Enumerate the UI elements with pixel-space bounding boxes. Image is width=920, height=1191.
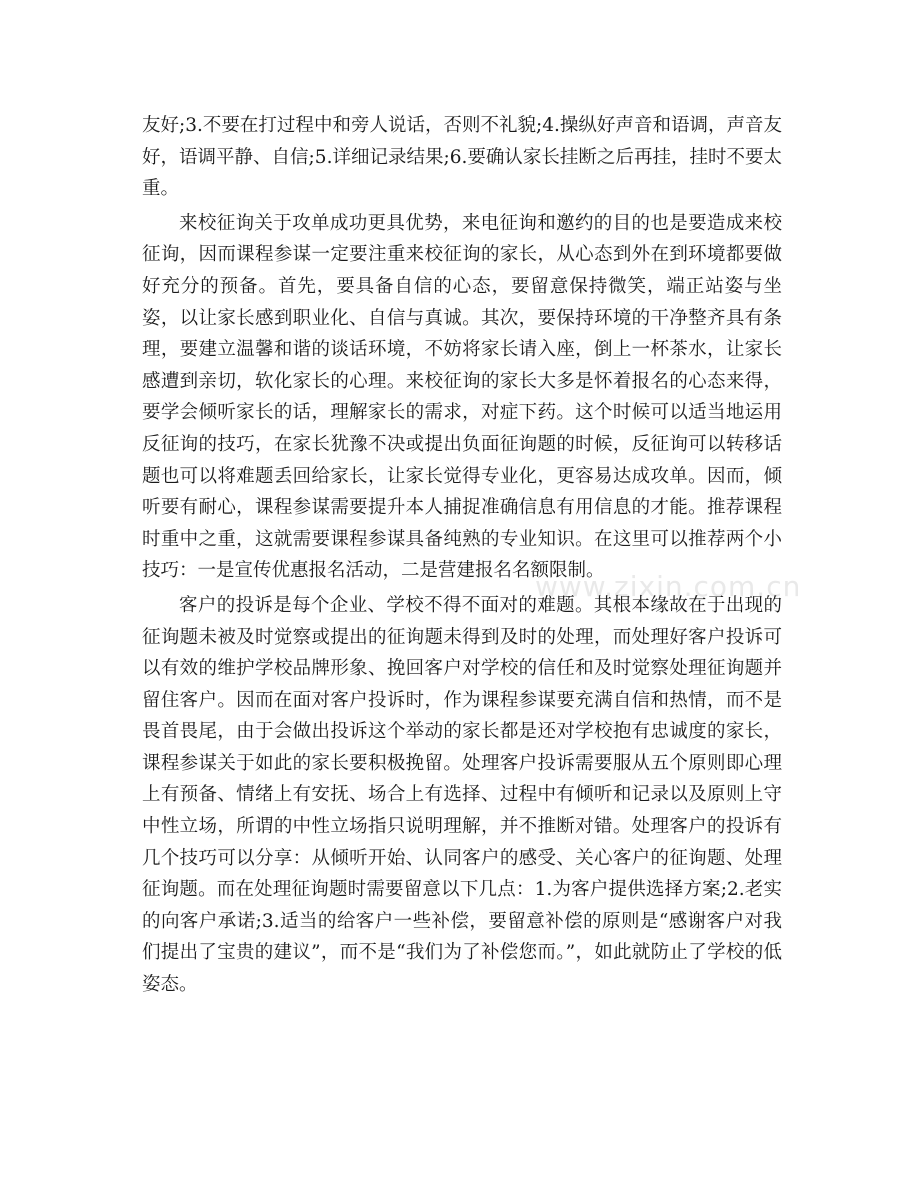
paragraph-continuation: 友好;3.不要在打过程中和旁人说话，否则不礼貌;4.操纵好声音和语调，声音友好，语调平静、自信;5.详细记录结果;6.要确认家长挂断之后再挂，挂时不要太重。 [142,115,782,200]
document-body [142,110,782,1004]
watermark: www.zixin.com.cn [535,570,802,603]
paragraph-customer-complaints: 客户的投诉是每个企业、学校不得不面对的难题。其根本缘故在于出现的征询题未被及时觉察或提出的征询题未得到及时的处理，而处理好客户投诉可以有效的维护学校品牌形象、挽回客户对学校的信任和及时觉察处理征询题并留住客户。因而在面对客户投诉时，作为课程参谋要充满自信和热情，而不是畏首畏尾，由于会做出投诉这个举动的家长都是还对学校抱有忠诚度的家长，课程参谋关于如此的家长要积极挽留。处理客户投诉需要服从五个原则即心理上有预备、情绪上有安抚、场合上有选择、过程中有倾听和记录以及原则上守中性立场，所谓的中性立场指只说明理解，并不推断对错。处理客户的投诉有几个技巧可以分享：从倾听开始、认同客户的感受、关心客户的征询题、处理征询题。而在处理征询题时需要留意以下几点：1.为客户提供选择方案;2.老实的向客户承诺;3.适当的给客户一些补偿，要留意补偿的原则是“感谢客户对我们提出了宝贵的建议”，而不是“我们为了补偿您而。”，如此就防止了学校的低姿态。 [142,594,782,996]
paragraph-campus-consultation: 来校征询关于攻单成功更具优势，来电征询和邀约的目的也是要造成来校征询，因而课程参谋一定要注重来校征询的家长，从心态到外在到环境都要做好充分的预备。首先，要具备自信的心态，要留意保持微笑，端正站姿与坐姿，以让家长感到职业化、自信与真诚。其次，要保持环境的干净整齐具有条理，要建立温馨和谐的谈话环境，不妨将家长请入座，倒上一杯茶水，让家长感遭到亲切，软化家长的心理。来校征询的家长大多是怀着报名的心态来得，要学会倾听家长的话，理解家长的需求，对症下药。这个时候可以适当地运用反征询的技巧，在家长犹豫不决或提出负面征询题的时候，反征询可以转移话题也可以将难题丢回给家长，让家长觉得专业化，更容易达成攻单。因而，倾听要有耐心，课程参谋需要提升本人捕捉准确信息有用信息的才能。推荐课程时重中之重，这就需要课程参谋具备纯熟的专业知识。在这里可以推荐两个小技巧：一是宣传优惠报名活动，二是营建报名名额限制。 [142,212,782,582]
